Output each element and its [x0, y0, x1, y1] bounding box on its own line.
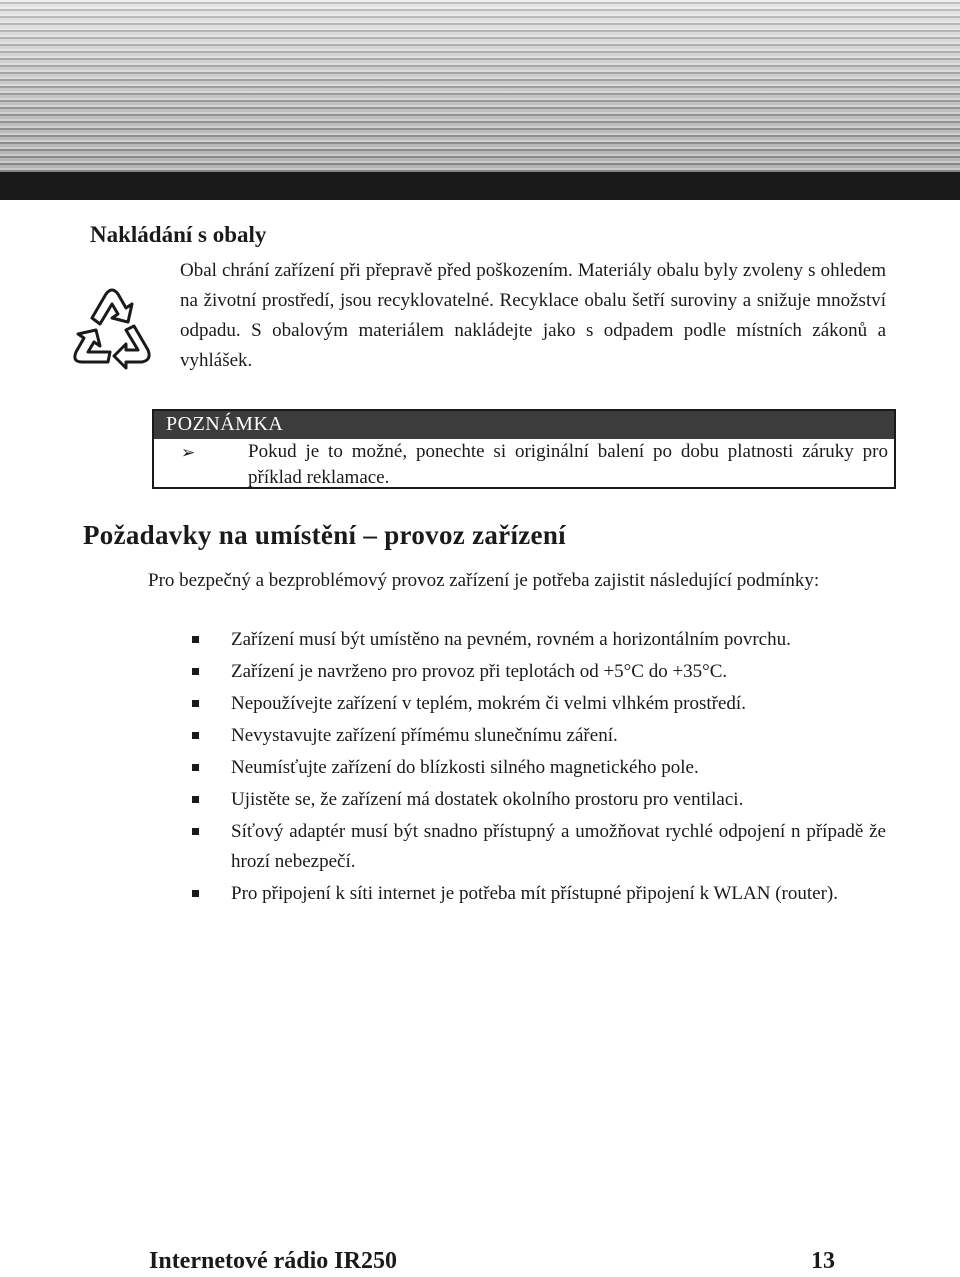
square-bullet-icon — [192, 828, 199, 835]
list-item: Pro připojení k síti internet je potřeba mít přístupné připojení k WLAN (router). — [188, 879, 886, 909]
list-item: Zařízení musí být umístěno na pevném, rovném a horizontálním povrchu. — [188, 625, 886, 655]
recycle-icon — [62, 278, 162, 378]
list-item: Zařízení je navrženo pro provoz při teplotách od +5°C do +35°C. — [188, 657, 886, 687]
list-item: Neumísťujte zařízení do blízkosti silného magnetického pole. — [188, 753, 886, 783]
header-bar — [0, 172, 960, 200]
requirements-list — [188, 625, 886, 911]
section-title-packaging: Nakládání s obaly — [90, 222, 267, 247]
requirements-intro: Pro bezpečný a bezproblémový provoz zařízení je potřeba zajistit následující podmínky: — [148, 570, 820, 591]
footer-title: Internetové rádio IR250 — [149, 1248, 397, 1274]
square-bullet-icon — [192, 668, 199, 675]
list-item: Síťový adaptér musí být snadno přístupný a umožňovat rychlé odpojení n případě že hrozí nebezpečí. — [188, 817, 886, 877]
square-bullet-icon — [192, 700, 199, 707]
note-text: Pokud je to možné, ponechte si originální balení po dobu platnosti záruky pro příklad reklamace. — [248, 441, 888, 488]
note-header — [154, 411, 894, 439]
header-banner — [0, 0, 960, 172]
square-bullet-icon — [192, 764, 199, 771]
list-item: Nevystavujte zařízení přímému slunečnímu záření. — [188, 721, 886, 751]
note-label: POZNÁMKA — [166, 413, 284, 435]
square-bullet-icon — [192, 796, 199, 803]
square-bullet-icon — [192, 732, 199, 739]
packaging-paragraph: Obal chrání zařízení při přepravě před poškozením. Materiály obalu byly zvoleny s ohledem na životní prostředí, jsou recyklovatelné. Recyklace obalu šetří suroviny a snižuje množství odpadu. S obalovým materiálem nakládejte jako s odpadem podle místních zákonů a vyhlášek. — [180, 260, 886, 371]
page-number: 13 — [811, 1248, 835, 1274]
square-bullet-icon — [192, 890, 199, 897]
section-title-requirements: Požadavky na umístění – provoz zařízení — [83, 520, 566, 550]
square-bullet-icon — [192, 636, 199, 643]
list-item: Ujistěte se, že zařízení má dostatek okolního prostoru pro ventilaci. — [188, 785, 886, 815]
list-item: Nepoužívejte zařízení v teplém, mokrém či velmi vlhkém prostředí. — [188, 689, 886, 719]
arrow-bullet-icon: ➢ — [181, 443, 196, 463]
note-box — [152, 409, 896, 489]
